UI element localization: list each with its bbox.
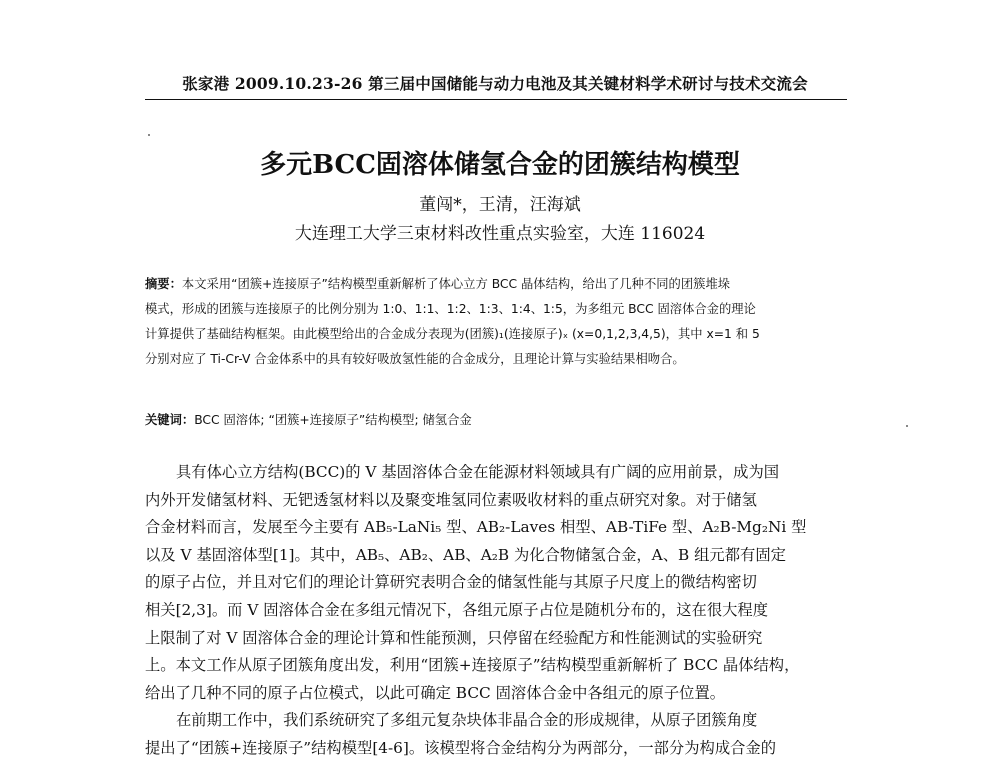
abstract-line: 计算提供了基础结构框架。由此模型给出的合金成分表现为(团簇)₁(连接原子)ₓ (x=0,1,2,3,4,5)，其中 x=1 和 5 [145, 327, 760, 341]
keywords-text: BCC 固溶体; “团簇+连接原子”结构模型; 储氢合金 [194, 413, 472, 427]
body-line: 相关[2,3]。而 V 固溶体合金在多组元情况下，各组元原子占位是随机分布的，这在很大程度 [145, 600, 769, 619]
affiliation: 大连理工大学三束材料改性重点实验室，大连 116024 [294, 224, 706, 244]
conference-header: 张家港 2009.10.23-26 第三届中国储能与动力电池及其关键材料学术研讨与技术交流会 [182, 74, 808, 93]
body-line: 内外开发储氢材料、无钯透氢材料以及聚变堆氢同位素吸收材料的重点研究对象。对于储氢 [145, 490, 757, 509]
body-line: 合金材料而言，发展至今主要有 AB₅-LaNi₅ 型、AB₂-Laves 相型、AB-TiFe 型、A₂B-Mg₂Ni 型 [145, 518, 807, 537]
paper-title: 多元BCC固溶体储氢合金的团簇结构模型 [260, 150, 740, 180]
body-text [145, 459, 855, 763]
abstract-line: 模式，形成的团簇与连接原子的比例分别为 1:0、1:1、1:2、1:3、1:4、1:5，为多组元 BCC 固溶体合金的理论 [145, 302, 756, 316]
abstract-text: 本文采用“团簇+连接原子”结构模型重新解析了体心立方 BCC 晶体结构，给出了几种不同的团簇堆垛 [181, 277, 731, 291]
keywords [145, 410, 850, 428]
header-rule [145, 99, 847, 100]
body-line: 上。本文工作从原子团簇角度出发，利用“团簇+连接原子”结构模型重新解析了 BCC 晶体结构， [145, 656, 800, 675]
scan-speck [906, 425, 908, 427]
body-line: 提出了“团簇+连接原子”结构模型[4-6]。该模型将合金结构分为两部分，一部分为构成合金的 [145, 738, 777, 757]
abstract [145, 272, 850, 372]
authors: 董闯*，王清，汪海斌 [419, 195, 581, 215]
scan-speck [148, 134, 150, 136]
body-line: 在前期工作中，我们系统研究了多组元复杂块体非晶合金的形成规律，从原子团簇角度 [176, 711, 758, 730]
keywords-label: 关键词： [145, 413, 195, 427]
body-line: 的原子占位，并且对它们的理论计算研究表明合金的储氢性能与其原子尺度上的微结构密切 [145, 573, 757, 592]
abstract-line [145, 272, 850, 297]
body-line: 上限制了对 V 固溶体合金的理论计算和性能预测，只停留在经验配方和性能测试的实验研究 [145, 628, 763, 647]
abstract-label: 摘要： [145, 277, 182, 291]
body-line: 具有体心立方结构(BCC)的 V 基固溶体合金在能源材料领域具有广阔的应用前景，成为国 [176, 463, 780, 481]
abstract-line: 分别对应了 Ti-Cr-V 合金体系中的具有较好吸放氢性能的合金成分，且理论计算与实验结果相吻合。 [145, 352, 685, 366]
body-line: 以及 V 基固溶体型[1]。其中，AB₅、AB₂、AB、A₂B 为化合物储氢合金，A、B 组元都有固定 [145, 545, 786, 564]
body-line: 给出了几种不同的原子占位模式，以此可确定 BCC 固溶体合金中各组元的原子位置。 [145, 683, 726, 702]
